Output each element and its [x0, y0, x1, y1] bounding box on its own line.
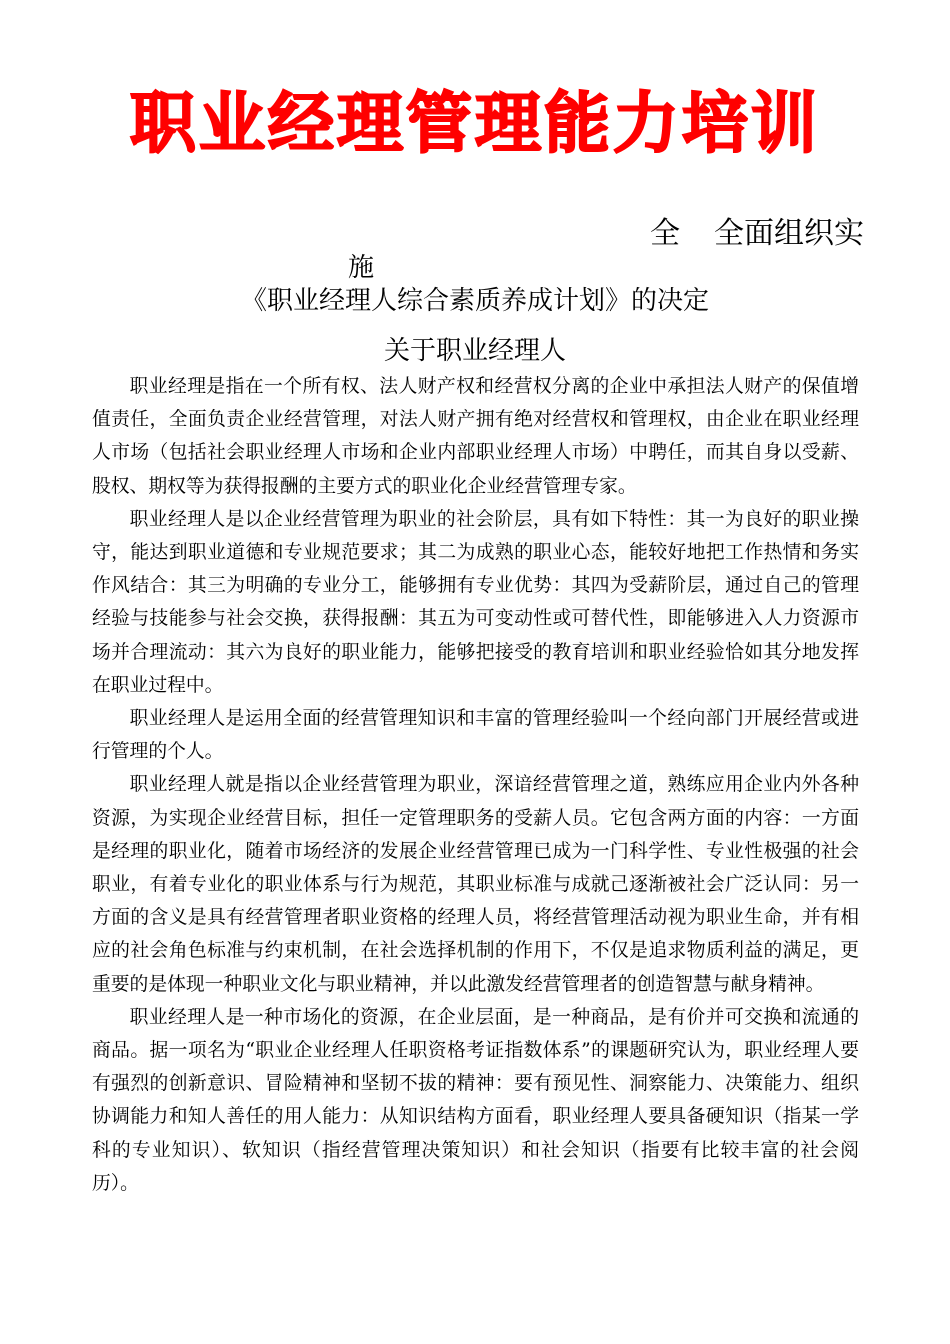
- paragraph-3: 职业经理人是运用全面的经营管理知识和丰富的管理经验叫一个经向部门开展经营或进行管理的个人。: [92, 708, 859, 763]
- section-heading: 关于职业经理人: [383, 336, 566, 366]
- body-text: [92, 370, 859, 1200]
- paragraph-2: 职业经理人是以企业经营管理为职业的社会阶层，具有如下特性：其一为良好的职业操守，能达到职业道德和专业规范要求；其二为成熟的职业心态，能较好地把工作热情和务实作风结合：其三为明确的专业分工，能够拥有专业优势：其四为受薪阶层，通过自己的管理经验与技能参与社会交换，获得报酬：其五为可变动性或可替代性，即能够进入人力资源市场并合理流动：其六为良好的职业能力，能够把接受的教育培训和职业经验恰如其分地发挥在职业过程中。: [92, 508, 859, 696]
- heading-line-2: 施: [348, 253, 375, 283]
- paragraph-5: 职业经理人是一种市场化的资源，在企业层面，是一种商品，是有价并可交换和流通的商品。据一项名为“职业企业经理人任职资格考证指数体系”的课题研究认为，职业经理人要有强烈的创新意识、冒险精神和坚韧不拔的精神：要有预见性、洞察能力、决策能力、组织协调能力和知人善任的用人能力：从知识结构方面看，职业经理人要具备硬知识（指某一学科的专业知识）、软知识（指经营管理决策知识）和社会知识（指要有比较丰富的社会阅历）。: [92, 1006, 859, 1194]
- heading-line-1: [650, 212, 864, 256]
- heading-line-1-a: 全: [650, 216, 680, 251]
- heading-line-3: 《职业经理人综合素质养成计划》的决定: [240, 286, 709, 316]
- heading-line-1-b: 全面组织实: [714, 216, 864, 251]
- paragraph-4: 职业经理人就是指以企业经营管理为职业，深谙经营管理之道，熟练应用企业内外各种资源，为实现企业经营目标，担任一定管理职务的受薪人员。它包含两方面的内容：一方面是经理的职业化，随着市场经济的发展企业经营管理已成为一门科学性、专业性极强的社会职业，有着专业化的职业体系与行为规范，其职业标准与成就己逐渐被社会广泛认同：另一方面的含义是具有经营管理者职业资格的经理人员，将经营管理活动视为职业生命，并有相应的社会角色标准与约束机制，在社会选择机制的作用下，不仅是追求物质利益的满足，更重要的是体现一种职业文化与职业精神，并以此激发经营管理者的创造智慧与献身精神。: [92, 774, 859, 995]
- paragraph-1: 职业经理是指在一个所有权、法人财产权和经营权分离的企业中承担法人财产的保值增值责任，全面负责企业经营管理，对法人财产拥有绝对经营权和管理权，由企业在职业经理人市场（包括社会职业经理人市场和企业内部职业经理人市场）中聘任，而其自身以受薪、股权、期权等为获得报酬的主要方式的职业化企业经营管理专家。: [92, 376, 859, 497]
- banner-title: 职业经理管理能力培训: [130, 85, 820, 162]
